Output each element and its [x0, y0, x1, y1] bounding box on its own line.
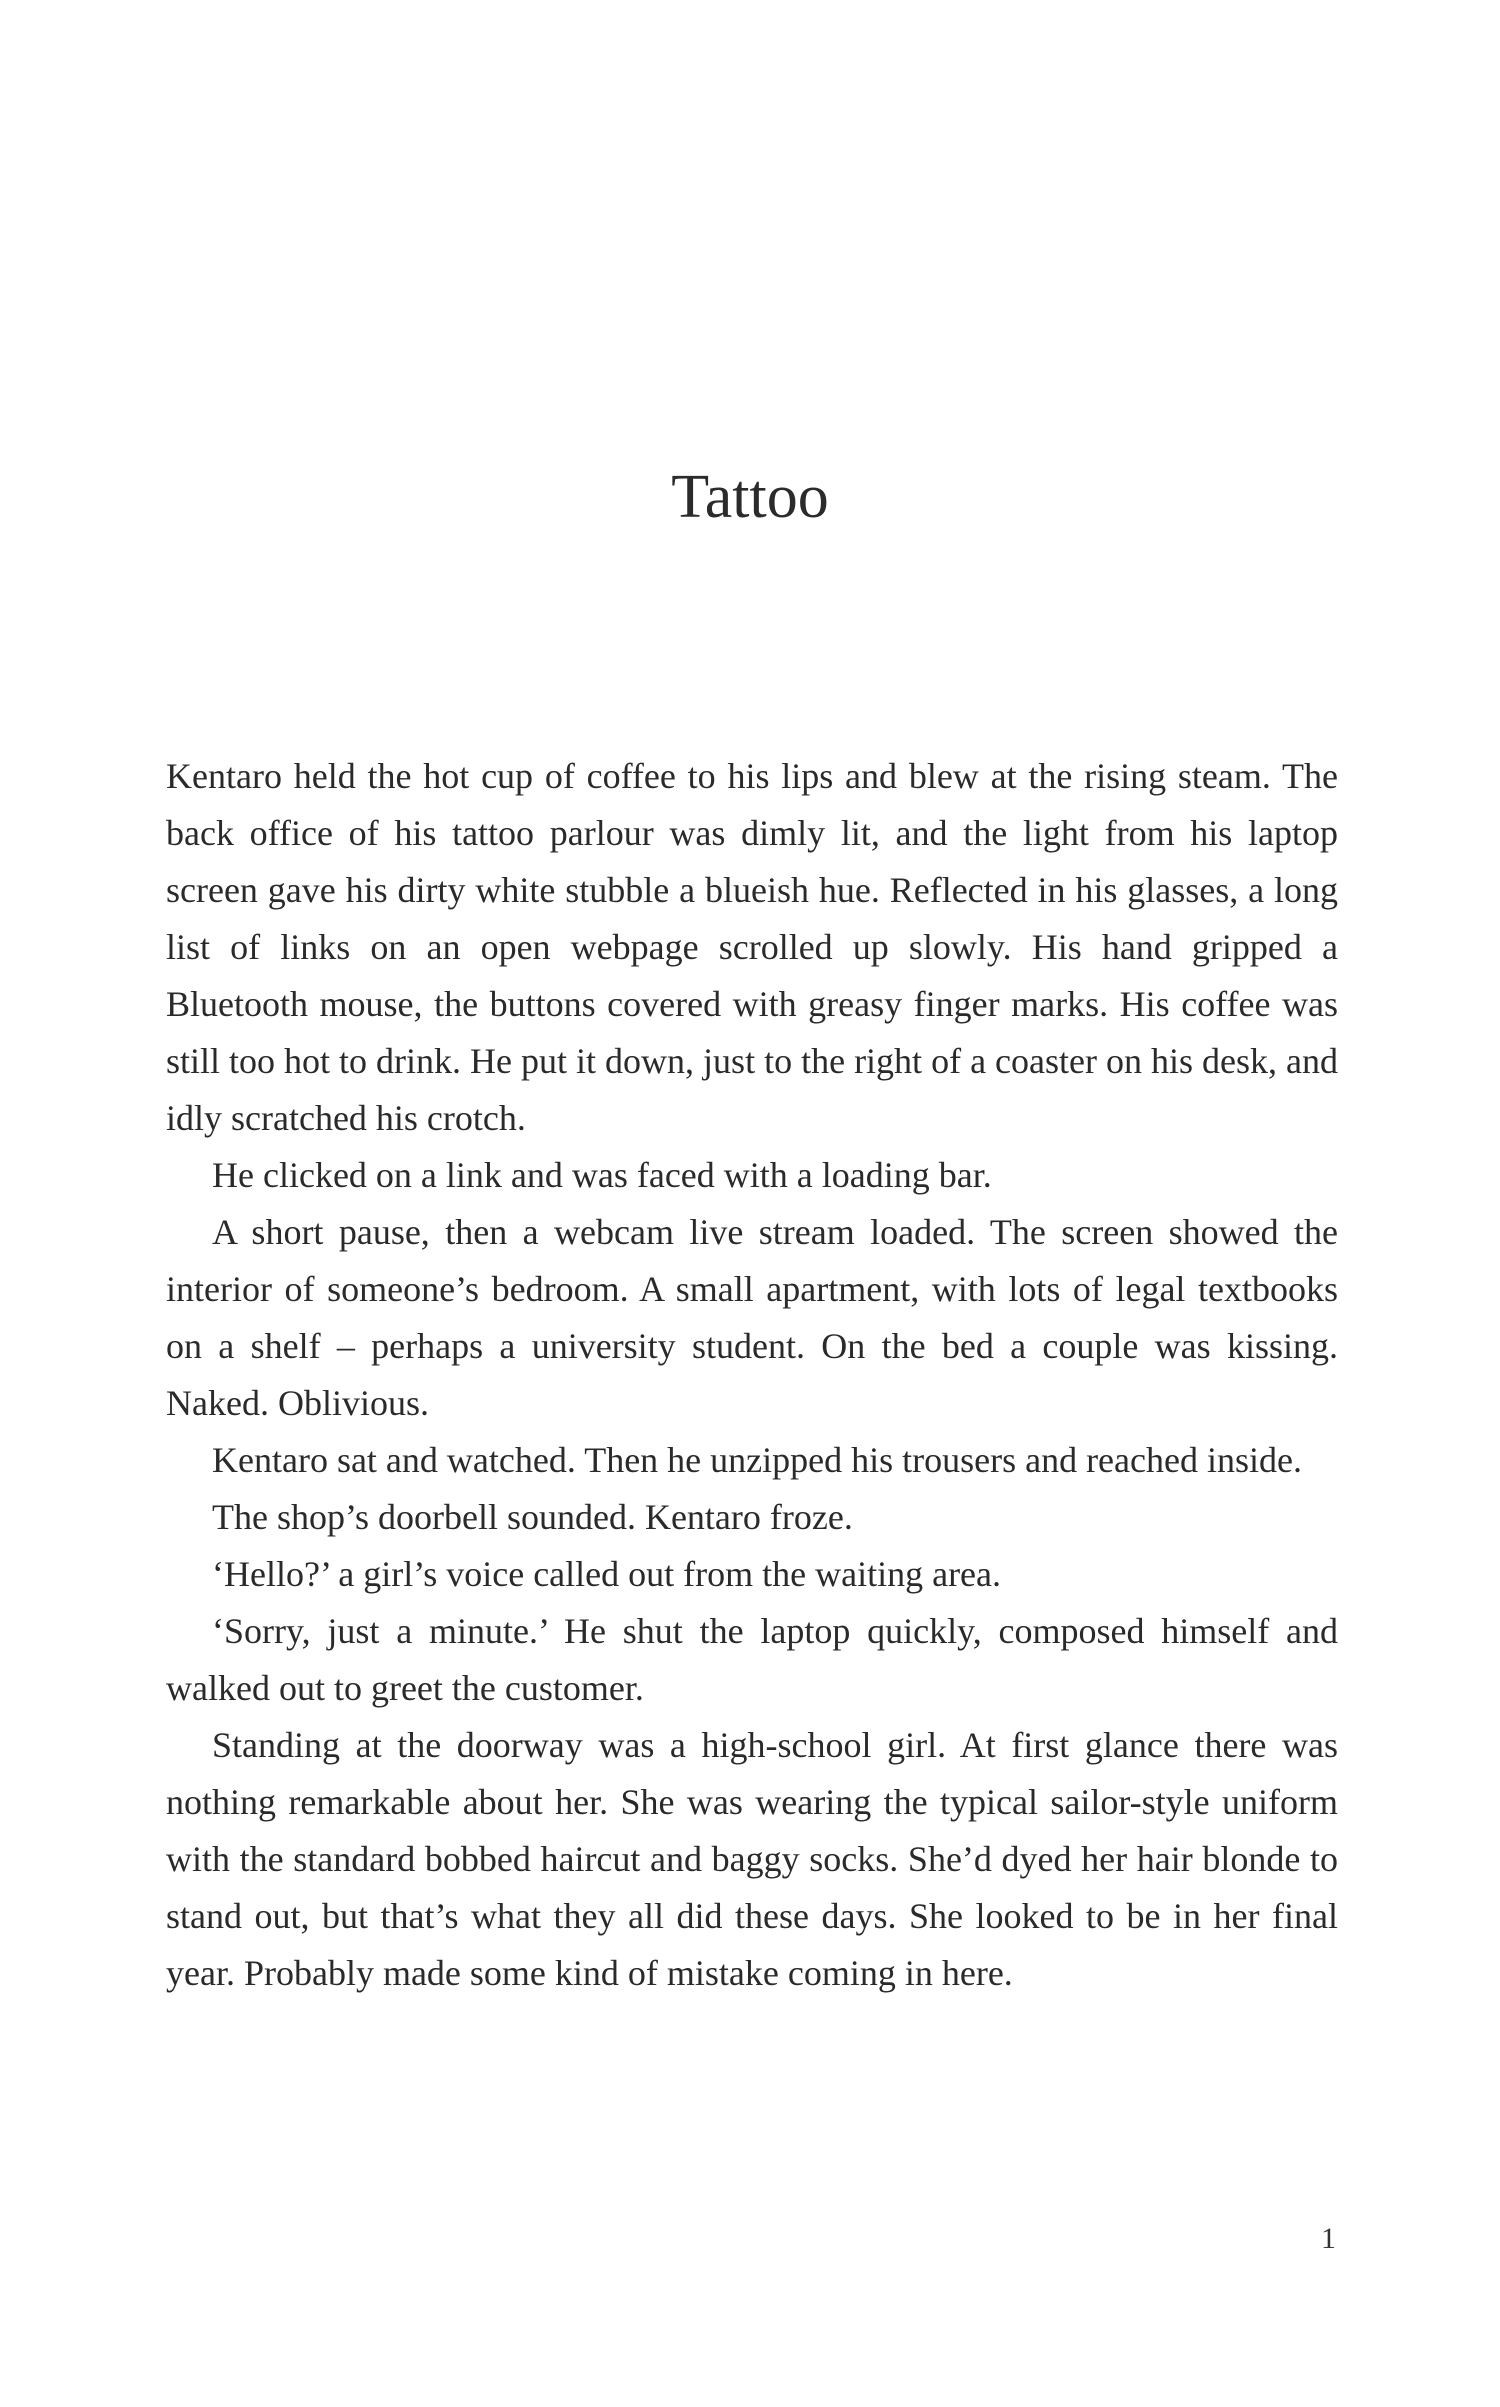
- body-text: [166, 748, 1338, 2002]
- page-number: 1: [1321, 2222, 1336, 2255]
- paragraph: ‘Sorry, just a minute.’ He shut the laptop quickly, composed himself and walked out to greet the customer.: [166, 1611, 1338, 1708]
- chapter-title: Tattoo: [671, 463, 829, 531]
- paragraph: Kentaro sat and watched. Then he unzipped his trousers and reached inside.: [212, 1440, 1302, 1480]
- paragraph: A short pause, then a webcam live stream loaded. The screen showed the interior of someone’s bedroom. A small apartment, with lots of legal textbooks on a shelf – perhaps a university student. On the bed a couple was kissing. Naked. Oblivious.: [166, 1212, 1338, 1423]
- paragraph: He clicked on a link and was faced with a loading bar.: [212, 1155, 992, 1195]
- paragraph: Standing at the doorway was a high-school girl. At first glance there was nothing remarkable about her. She was wearing the typical sailor-style uniform with the standard bobbed haircut and baggy socks. She’d dyed her hair blonde to stand out, but that’s what they all did these days. She looked to be in her final year. Probably made some kind of mistake coming in here.: [166, 1725, 1338, 1993]
- paragraph: The shop’s doorbell sounded. Kentaro froze.: [212, 1497, 853, 1537]
- paragraph: Kentaro held the hot cup of coffee to his lips and blew at the rising steam. The back office of his tattoo parlour was dimly lit, and the light from his laptop screen gave his dirty white stubble a blueish hue. Reflected in his glasses, a long list of links on an open webpage scrolled up slowly. His hand gripped a Bluetooth mouse, the buttons covered with greasy finger marks. His coffee was still too hot to drink. He put it down, just to the right of a coaster on his desk, and idly scratched his crotch.: [166, 756, 1338, 1138]
- paragraph: ‘Hello?’ a girl’s voice called out from the waiting area.: [212, 1554, 1002, 1594]
